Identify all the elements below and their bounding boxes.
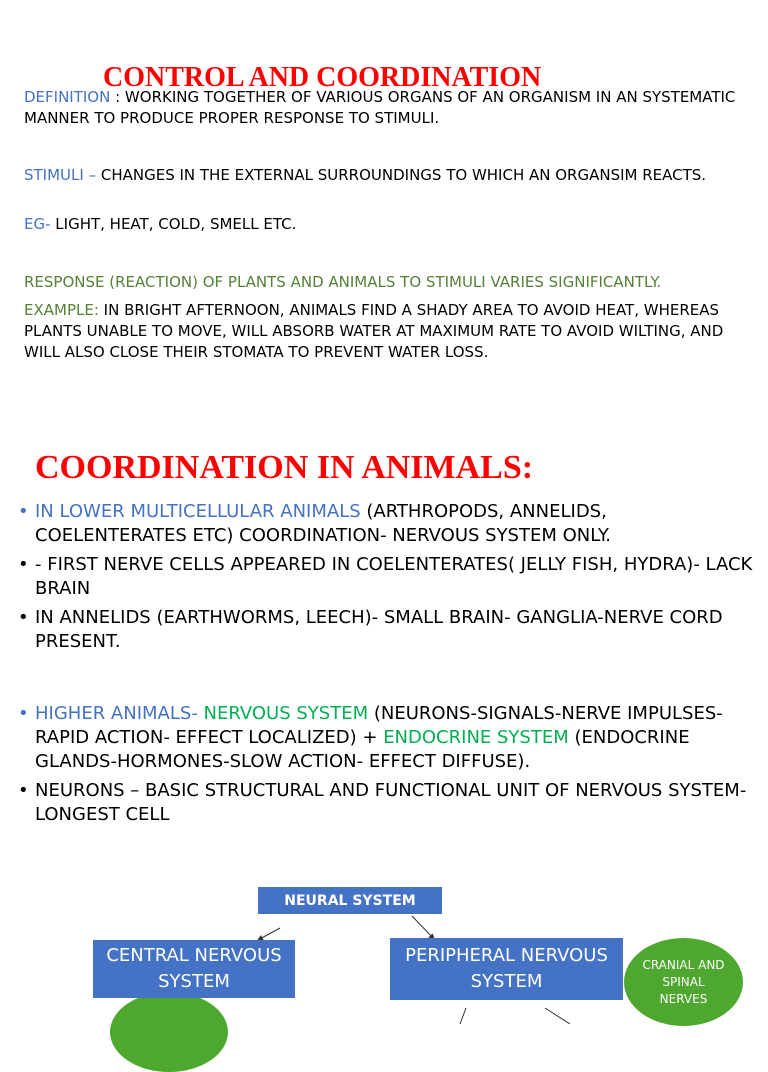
eg-label: EG- bbox=[24, 215, 56, 233]
definition-paragraph bbox=[24, 87, 744, 129]
cranial-spinal-nerves-circle: CRANIAL AND SPINAL NERVES bbox=[624, 938, 743, 1026]
eg-text: LIGHT, HEAT, COLD, SMELL ETC. bbox=[55, 215, 297, 233]
example-label: EXAMPLE: bbox=[24, 301, 104, 319]
stimuli-label: STIMULI – bbox=[24, 166, 101, 184]
bullet-dot: • bbox=[18, 501, 29, 522]
page-title: CONTROL AND COORDINATION bbox=[103, 62, 542, 93]
bullet-first-nerve-cells-text: - FIRST NERVE CELLS APPEARED IN COELENTERATES( JELLY FISH, HYDRA)- LACK BRAIN bbox=[35, 554, 753, 599]
connector-right bbox=[412, 916, 434, 939]
connector-down-right bbox=[545, 1008, 570, 1024]
bullet-dot: • bbox=[18, 607, 29, 628]
neural-system-box: NEURAL SYSTEM bbox=[258, 887, 442, 914]
bullet-first-nerve-cells bbox=[18, 553, 753, 601]
nervous-system-term: NERVOUS SYSTEM bbox=[203, 703, 369, 724]
peripheral-nervous-system-box: PERIPHERAL NERVOUS SYSTEM bbox=[390, 938, 623, 1000]
bullet-dot: • bbox=[18, 780, 29, 801]
cns-sub-circle bbox=[110, 992, 228, 1072]
section-title: COORDINATION IN ANIMALS: bbox=[35, 449, 534, 486]
bullet-dot: • bbox=[18, 703, 29, 724]
definition-label: DEFINITION bbox=[24, 88, 111, 106]
bullet-list bbox=[18, 500, 753, 654]
bullet-neurons bbox=[18, 779, 753, 827]
example-paragraph bbox=[24, 300, 744, 363]
example-text: IN BRIGHT AFTERNOON, ANIMALS FIND A SHADY AREA TO AVOID HEAT, WHEREAS PLANTS UNABLE TO MOVE, WILL ABSORB WATER AT MAXIMUM RATE TO AVOID WILTING, AND WILL ALSO CLOSE THEIR STOMATA TO PREVENT WATER LOSS. bbox=[24, 301, 724, 361]
bullet-neurons-text: NEURONS – BASIC STRUCTURAL AND FUNCTIONAL UNIT OF NERVOUS SYSTEM- LONGEST CELL bbox=[35, 780, 747, 825]
endocrine-system-term: ENDOCRINE SYSTEM bbox=[383, 727, 569, 748]
bullet-annelids bbox=[18, 606, 753, 654]
eg-paragraph bbox=[24, 214, 744, 235]
bullet-higher-animals-highlight: HIGHER ANIMALS- bbox=[35, 703, 204, 724]
bullet-higher-animals-mid: (NEURONS-SIGNALS-NERVE IMPULSES- RAPID ACTION- EFFECT LOCALIZED) + bbox=[35, 703, 723, 748]
stimuli-text: CHANGES IN THE EXTERNAL SURROUNDINGS TO WHICH AN ORGANSIM REACTS. bbox=[100, 166, 707, 184]
connector-down-left bbox=[460, 1008, 466, 1024]
central-nervous-system-box: CENTRAL NERVOUS SYSTEM bbox=[93, 940, 295, 998]
definition-text: : WORKING TOGETHER OF VARIOUS ORGANS OF AN ORGANISM IN AN SYSTEMATIC MANNER TO PRODUCE PROPER RESPONSE TO STIMULI. bbox=[24, 88, 736, 127]
bullet-higher-animals bbox=[18, 702, 753, 774]
bullet-lower-animals-text: (ARTHROPODS, ANNELIDS, COELENTERATES ETC) COORDINATION- NERVOUS SYSTEM ONLY. bbox=[35, 501, 611, 546]
bullet-list-higher bbox=[18, 702, 753, 827]
bullet-annelids-text: IN ANNELIDS (EARTHWORMS, LEECH)- SMALL BRAIN- GANGLIA-NERVE CORD PRESENT. bbox=[35, 607, 723, 652]
bullet-dot: • bbox=[18, 554, 29, 575]
bullet-lower-animals-highlight: IN LOWER MULTICELLULAR ANIMALS bbox=[35, 501, 361, 522]
response-paragraph: RESPONSE (REACTION) OF PLANTS AND ANIMALS TO STIMULI VARIES SIGNIFICANTLY. bbox=[24, 273, 662, 291]
bullet-lower-animals bbox=[18, 500, 753, 548]
connector-left bbox=[258, 928, 280, 940]
stimuli-paragraph bbox=[24, 165, 744, 186]
bullet-higher-animals-end: (ENDOCRINE GLANDS-HORMONES-SLOW ACTION- EFFECT DIFFUSE). bbox=[35, 727, 690, 772]
